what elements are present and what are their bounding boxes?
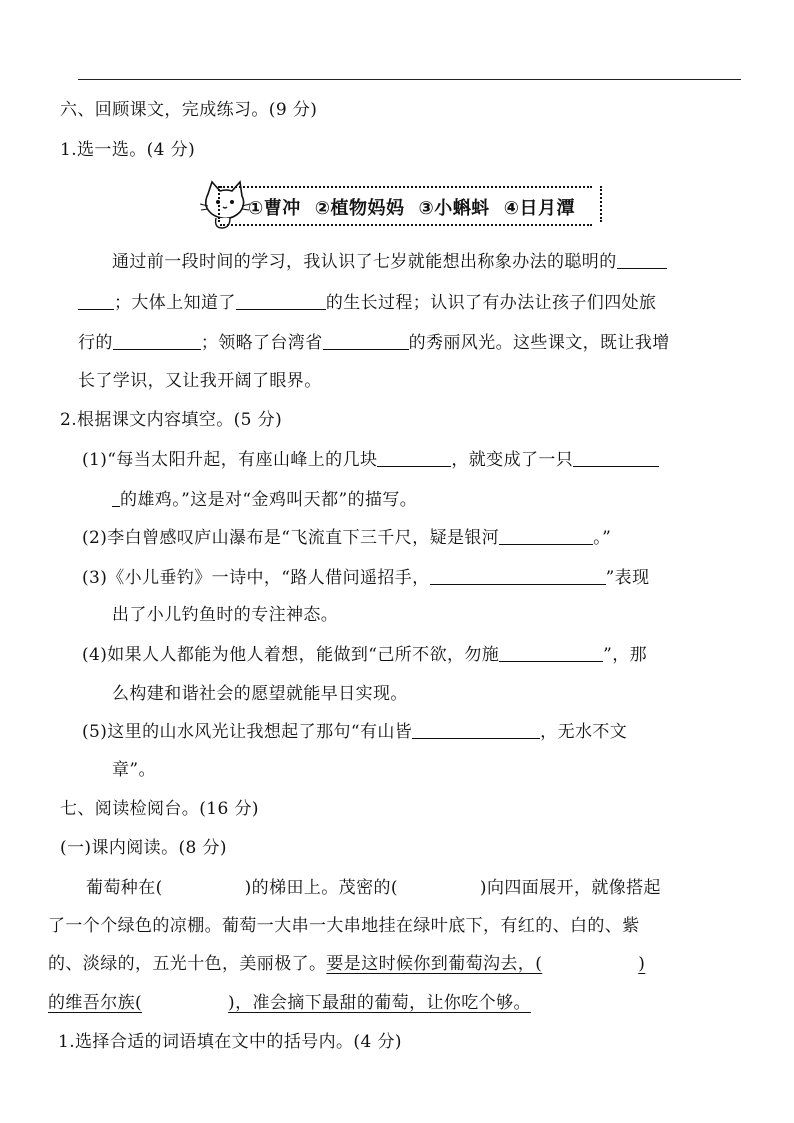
- blank-q2-1a[interactable]: [377, 448, 451, 467]
- option-3: ③小蝌蚪: [418, 198, 490, 219]
- q1-title: 1.选一选。(4 分): [60, 140, 196, 160]
- q1-text-line4: 长了学识，又让我开阔了眼界。: [78, 371, 322, 391]
- header-rule: [78, 79, 741, 80]
- options-list: [248, 194, 575, 220]
- passage-line1: 葡萄种在( )的梯田上。茂密的( )向四面展开，就像搭起: [86, 878, 661, 898]
- blank-q2-1b[interactable]: [573, 448, 659, 467]
- q2-title: 2.根据课文内容填空。(5 分): [60, 410, 283, 430]
- blank-4[interactable]: [323, 331, 409, 350]
- passage-line4: [48, 991, 531, 1015]
- blank-1b[interactable]: [78, 291, 114, 310]
- blank-q2-4[interactable]: [499, 643, 603, 662]
- passage-line2: 了一个个绿色的凉棚。葡萄一大串一大串地挂在绿叶底下，有红的、白的、紫: [48, 916, 640, 936]
- blank-q2-1c[interactable]: [112, 488, 120, 507]
- option-4: ④日月潭: [503, 198, 575, 219]
- q2-item1-line1: (1)“每当太阳升起，有座山峰上的几块 ，就变成了一只: [82, 448, 659, 472]
- option-1: ①曹冲: [248, 198, 301, 219]
- q2-item5-line1: (5)这里的山水风光让我想起了那句“有山皆 ，无水不文: [82, 722, 628, 742]
- q2-item4-line2: 么构建和谐社会的愿望就能早日实现。: [112, 684, 408, 704]
- section6-title: 六、回顾课文，完成练习。(9 分): [60, 100, 318, 120]
- underlined-sentence-part2: 的维吾尔族( )，准会摘下最甜的葡萄，让你吃个够。: [48, 993, 531, 1013]
- q1-text-line1: 通过前一段时间的学习，我认识了七岁就能想出称象办法的聪明的: [112, 250, 667, 274]
- underlined-sentence-part1: 要是这时候你到葡萄沟去，( ): [326, 954, 646, 974]
- q1-text-line3: 行的 ；领略了台湾省 的秀丽风光。这些课文，既让我增: [78, 333, 670, 353]
- blank-1a[interactable]: [617, 250, 667, 269]
- q2-item5-line2: 章”。: [112, 760, 156, 780]
- passage-line3: 的、淡绿的，五光十色，美丽极了。要是这时候你到葡萄沟去，( ): [48, 954, 646, 974]
- options-banner: [196, 176, 600, 232]
- part1-title: (一)课内阅读。(8 分): [60, 838, 227, 858]
- q2-item2: (2)李白曾感叹庐山瀑布是“飞流直下三千尺，疑是银河 。”: [82, 528, 612, 548]
- blank-q2-3[interactable]: [430, 566, 606, 585]
- blank-q2-2[interactable]: [499, 526, 593, 545]
- blank-q2-5[interactable]: [412, 720, 540, 739]
- blank-3[interactable]: [113, 331, 201, 350]
- q1-text-line2: ；大体上知道了 的生长过程；认识了有办法让孩子们四处旅: [78, 291, 656, 315]
- part1-q1: 1.选择合适的词语填在文中的括号内。(4 分): [58, 1032, 402, 1052]
- section7-title: 七、阅读检阅台。(16 分): [60, 799, 259, 819]
- q2-item4-line1: (4)如果人人都能为他人着想，能做到“己所不欲，勿施 ”，那: [82, 645, 648, 665]
- q2-item1-line2: 的雄鸡。”这是对“金鸡叫天都”的描写。: [112, 488, 417, 512]
- q2-item3-line2: 出了小儿钓鱼时的专注神态。: [112, 605, 339, 625]
- option-2: ②植物妈妈: [314, 198, 405, 219]
- blank-2[interactable]: [236, 291, 326, 310]
- q2-item3-line1: (3)《小儿垂钓》一诗中，“路人借问遥招手， ”表现: [82, 568, 650, 588]
